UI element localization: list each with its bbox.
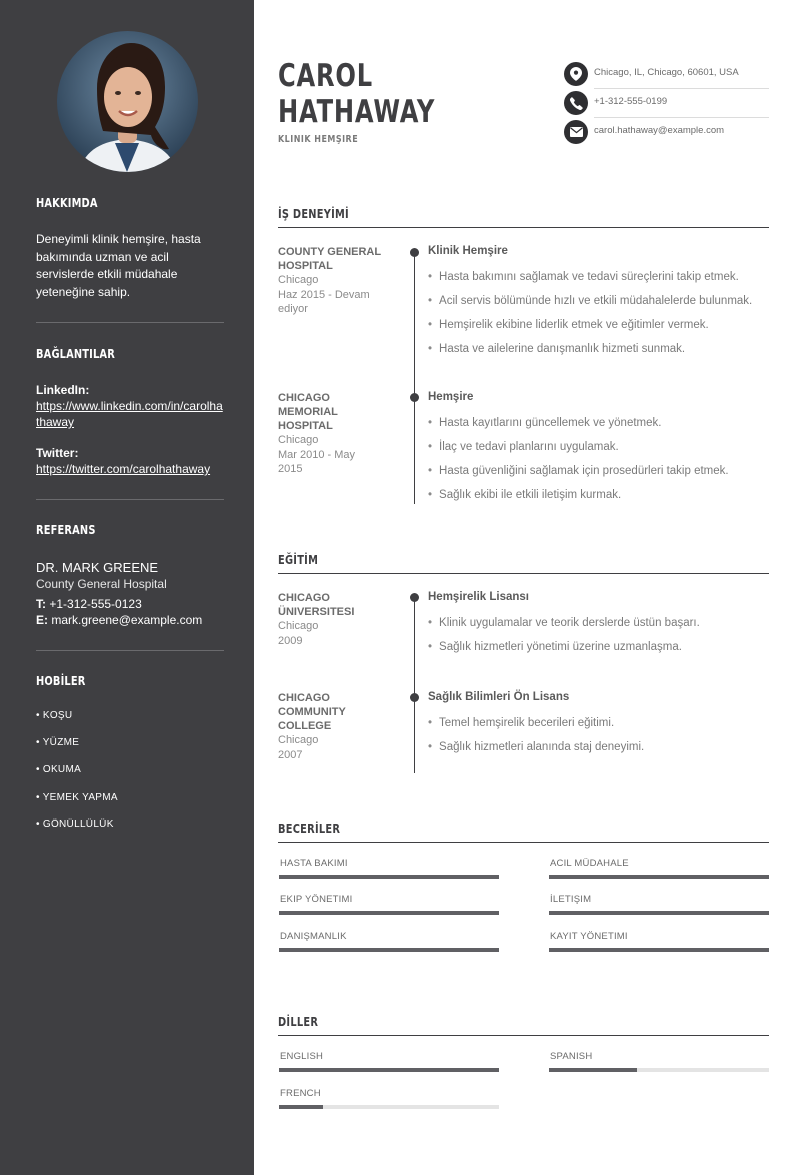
reference-email: mark.greene@example.com (51, 613, 203, 627)
skill-bar-fill (549, 875, 769, 879)
skill-bar (549, 875, 769, 879)
section-rule (278, 1035, 769, 1036)
reference-phone-row (36, 596, 224, 612)
duty-item: • Hasta ve ailelerine danışmanlık hizmeti sunmak. (428, 343, 685, 355)
skill-bar (549, 948, 769, 952)
duty-item: • İlaç ve tedavi planlarını uygulamak. (428, 441, 619, 453)
school-name: CHICAGO ÜNIVERSITESI (278, 592, 355, 618)
envelope-icon (564, 120, 588, 144)
duty-item: • Hasta güvenliğini sağlamak için prosedürleri takip etmek. (428, 465, 729, 477)
language-item (279, 1088, 499, 1099)
education-detail: • Temel hemşirelik becerileri eğitimi. (428, 717, 614, 729)
hobbies-title: HOBİLER (36, 674, 86, 688)
language-name: SPANISH (550, 1051, 593, 1062)
hobbies-section (36, 674, 224, 688)
skill-bar (279, 875, 499, 879)
contact-email (564, 120, 769, 144)
skill-item (279, 894, 499, 905)
skill-name: KAYIT YÖNETIMI (550, 931, 628, 942)
timeline-dot (410, 693, 419, 702)
education-detail: • Klinik uygulamalar ve teorik derslerde üstün başarı. (428, 617, 700, 629)
first-name: CAROL (278, 58, 373, 94)
employer-location: Chicago (278, 274, 319, 286)
skill-item (279, 931, 499, 942)
contact-divider (594, 88, 769, 89)
sidebar-divider (36, 650, 224, 651)
avatar (57, 31, 198, 172)
school-location: Chicago (278, 734, 319, 746)
education-item-meta (278, 591, 378, 648)
reference-email-label: E: (36, 613, 48, 627)
degree-title: Hemşirelik Lisansı (428, 591, 529, 603)
linkedin-block (36, 382, 224, 430)
job-role: KLINIK HEMŞIRE (278, 134, 359, 145)
email-text: carol.hathaway@example.com (594, 125, 725, 136)
skill-item (549, 894, 769, 905)
language-name: ENGLISH (280, 1051, 324, 1062)
language-bar-fill (279, 1068, 499, 1072)
timeline-dot (410, 393, 419, 402)
duty-item: • Hasta kayıtlarını güncellemek ve yönetmek. (428, 417, 661, 429)
education-detail: • Sağlık hizmetleri yönetimi üzerine uzmanlaşma. (428, 641, 682, 653)
language-bar (279, 1105, 499, 1109)
linkedin-label: LinkedIn: (36, 383, 90, 397)
duty-item: • Sağlık ekibi ile etkili iletişim kurmak. (428, 489, 621, 501)
reference-phone: +1-312-555-0123 (49, 597, 142, 611)
contact-divider (594, 117, 769, 118)
reference-phone-label: T: (36, 597, 46, 611)
language-name: FRENCH (280, 1088, 321, 1099)
reference-section (36, 523, 224, 537)
reference-name: DR. MARK GREENE (36, 560, 159, 575)
language-item (279, 1051, 499, 1062)
hobby-item: • GÖNÜLLÜLÜK (36, 819, 114, 830)
address-text: Chicago, IL, Chicago, 60601, USA (594, 67, 739, 78)
timeline-dot (410, 593, 419, 602)
employer-name: COUNTY GENERAL HOSPITAL (278, 246, 381, 272)
about-body (36, 231, 224, 301)
hobbies-list (36, 710, 224, 840)
profile-photo (57, 31, 198, 172)
person-name (278, 58, 481, 130)
education-detail: • Sağlık hizmetleri alanında staj deneyimi. (428, 741, 644, 753)
section-rule (278, 842, 769, 843)
education-title: EĞİTİM (278, 553, 319, 567)
links-section (36, 347, 224, 361)
phone-text: +1-312-555-0199 (594, 96, 668, 107)
section-rule (278, 573, 769, 574)
language-bar-fill (279, 1105, 323, 1109)
skill-bar (549, 911, 769, 915)
position-title: Klinik Hemşire (428, 245, 508, 257)
skill-bar (279, 948, 499, 952)
location-pin-icon (564, 62, 588, 86)
skill-name: DANIŞMANLIK (280, 931, 347, 942)
about-text: Deneyimli klinik hemşire, hasta bakımında uzman ve acil servislerde etkili müdahale yeteneğine sahip. (36, 232, 201, 299)
links-title: BAĞLANTILAR (36, 347, 115, 361)
about-section (36, 196, 224, 210)
sidebar-divider (36, 322, 224, 323)
timeline-dot (410, 248, 419, 257)
hobby-item: • KOŞU (36, 710, 73, 721)
reference-email-row (36, 612, 224, 628)
skill-item (549, 931, 769, 942)
language-bar-fill (549, 1068, 637, 1072)
hobby-item: • OKUMA (36, 764, 82, 775)
experience-item-meta (278, 391, 378, 477)
twitter-block (36, 445, 224, 477)
hobby-item: • YEMEK YAPMA (36, 792, 118, 803)
school-name: CHICAGO COMMUNITY COLLEGE (278, 692, 346, 732)
education-item-meta (278, 691, 378, 762)
duty-item: • Hemşirelik ekibine liderlik etmek ve eğitimler vermek. (428, 319, 709, 331)
employer-location: Chicago (278, 434, 319, 446)
degree-title: Sağlık Bilimleri Ön Lisans (428, 691, 570, 703)
education-timeline (414, 598, 415, 773)
duty-item: • Acil servis bölümünde hızlı ve etkili müdahalelerde bulunmak. (428, 295, 752, 307)
experience-title: İŞ DENEYİMİ (278, 207, 349, 221)
languages-title: DİLLER (278, 1015, 319, 1029)
sidebar (0, 0, 254, 1175)
skill-bar-fill (279, 911, 499, 915)
position-title: Hemşire (428, 391, 474, 403)
experience-timeline (414, 252, 415, 504)
skill-bar-fill (549, 911, 769, 915)
employer-name: CHICAGO MEMORIAL HOSPITAL (278, 392, 338, 432)
about-title: HAKKIMDA (36, 196, 98, 210)
skill-bar-fill (549, 948, 769, 952)
duty-item: • Hasta bakımını sağlamak ve tedavi süreçlerini takip etmek. (428, 271, 739, 283)
section-rule (278, 227, 769, 228)
graduation-year: 2007 (278, 748, 303, 761)
twitter-link[interactable]: https://twitter.com/carolhathaway (36, 462, 211, 476)
skill-name: ACIL MÜDAHALE (550, 858, 629, 869)
hobby-item: • YÜZME (36, 737, 80, 748)
employment-dates: Haz 2015 - Devam ediyor (278, 288, 370, 315)
linkedin-link[interactable]: https://www.linkedin.com/in/carolhathaway (36, 399, 223, 429)
school-location: Chicago (278, 620, 319, 632)
sidebar-divider (36, 499, 224, 500)
reference-title: REFERANS (36, 523, 96, 537)
language-item (549, 1051, 769, 1062)
contact-address (564, 62, 769, 86)
skill-bar-fill (279, 948, 499, 952)
experience-item-meta (278, 245, 396, 317)
graduation-year: 2009 (278, 634, 303, 647)
skills-title: BECERİLER (278, 822, 341, 836)
reference-org: County General Hospital (36, 577, 167, 591)
language-bar (549, 1068, 769, 1072)
skill-name: EKIP YÖNETIMI (280, 894, 353, 905)
skill-item (279, 858, 499, 869)
twitter-label: Twitter: (36, 446, 79, 460)
contact-phone (564, 91, 769, 115)
reference-block (36, 559, 224, 628)
skill-item (549, 858, 769, 869)
employment-dates: Mar 2010 - May 2015 (278, 448, 356, 475)
skill-name: HASTA BAKIMI (280, 858, 348, 869)
skill-bar-fill (279, 875, 499, 879)
skill-name: İLETIŞIM (550, 894, 592, 905)
last-name: HATHAWAY (278, 94, 436, 130)
phone-icon (564, 91, 588, 115)
skill-bar (279, 911, 499, 915)
language-bar (279, 1068, 499, 1072)
